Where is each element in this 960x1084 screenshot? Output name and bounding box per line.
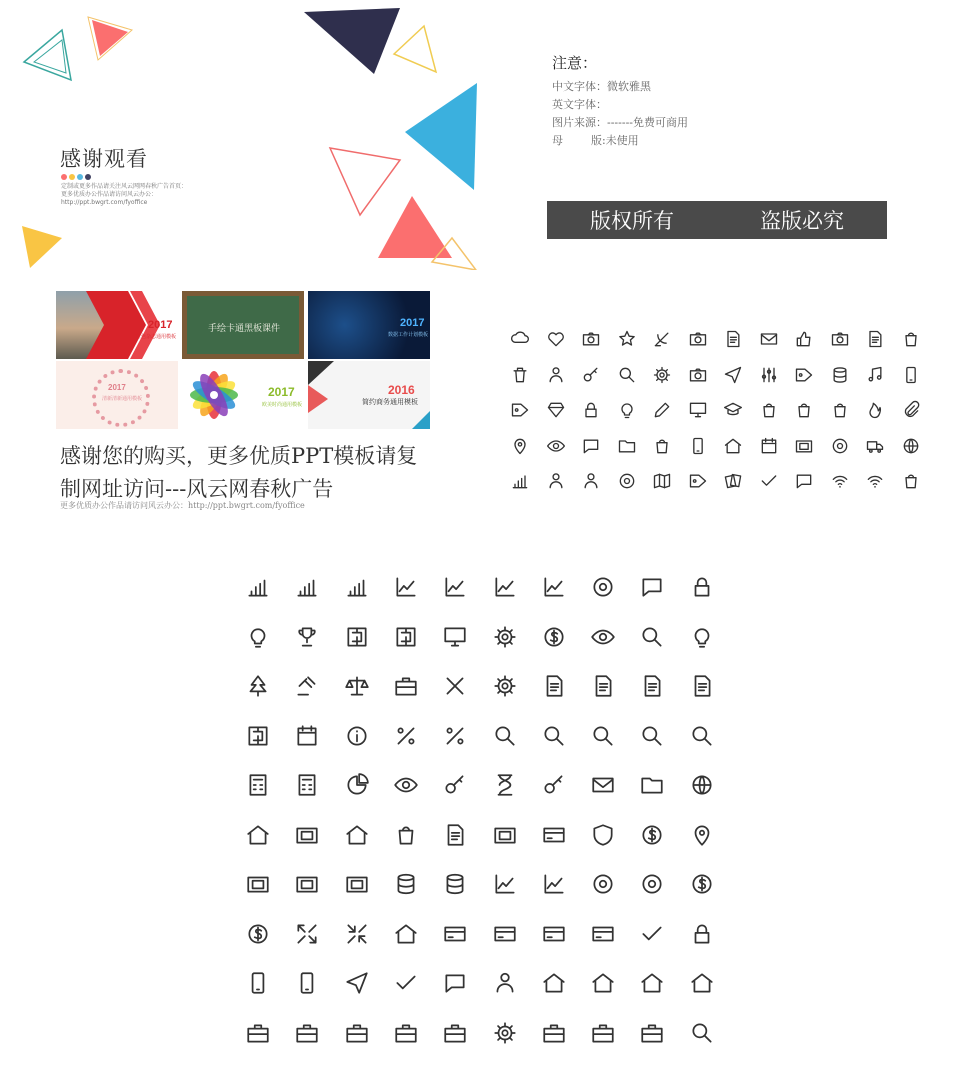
contract-pen-icon xyxy=(689,673,715,699)
chat-chart-icon xyxy=(639,574,665,600)
thumbnail-subtitle: 红色杂志通用模板 xyxy=(136,334,177,340)
slide-line-1: 定制或更多作品请关注风云网网春秋广告首页： xyxy=(61,183,188,190)
star-icon xyxy=(617,329,637,349)
bowl-icon xyxy=(794,400,814,420)
dot-1 xyxy=(61,174,67,180)
inbox-icon xyxy=(617,436,637,456)
info-icon xyxy=(344,723,370,749)
gavel-icon xyxy=(294,673,320,699)
house-question-icon xyxy=(590,970,616,996)
globe-document-icon xyxy=(689,772,715,798)
cloud-icon xyxy=(510,329,530,349)
cd-icon xyxy=(830,436,850,456)
circle-arrows-icon xyxy=(590,574,616,600)
dollar-bulb-icon xyxy=(245,624,271,650)
bar-chart-icon xyxy=(245,574,271,600)
dollar-cycle-icon xyxy=(639,871,665,897)
shopping-bags-icon xyxy=(901,471,921,491)
slide-text xyxy=(61,183,211,207)
fire-icon xyxy=(865,400,885,420)
broadcast-icon xyxy=(865,471,885,491)
thanks-message: 感谢您的购买，更多优质PPT模板请复制网址访问---风云网春秋广告 xyxy=(60,444,418,501)
credit-card-lock-icon xyxy=(689,921,715,947)
map-pin-icon xyxy=(510,436,530,456)
atm-machine-icon xyxy=(344,871,370,897)
multi-line-chart-icon xyxy=(541,574,567,600)
safe-icon xyxy=(294,822,320,848)
truck-icon xyxy=(865,436,885,456)
decline-chart-icon xyxy=(541,871,567,897)
thumbnail-subtitle: 简约商务通用模板 xyxy=(362,398,418,406)
dollar-house-icon xyxy=(541,970,567,996)
thumbnail-year: 2017 xyxy=(400,317,425,329)
lock-icon xyxy=(581,400,601,420)
investor-icon xyxy=(492,970,518,996)
woman-icon xyxy=(581,471,601,491)
dollar-calendar-icon xyxy=(294,723,320,749)
navy-triangle xyxy=(304,8,400,74)
transfer-icon xyxy=(344,970,370,996)
hourglass-dollar-icon xyxy=(492,772,518,798)
calculator-icon xyxy=(245,772,271,798)
trash-icon xyxy=(510,365,530,385)
presentation-board-icon xyxy=(442,624,468,650)
briefcase-pen-icon xyxy=(393,1020,419,1046)
copyright-banner xyxy=(547,201,887,239)
area-chart-down-icon xyxy=(442,574,468,600)
thumbnail-year: 2017 xyxy=(268,385,295,399)
photo-icon xyxy=(581,329,601,349)
global-briefcase-icon xyxy=(245,1020,271,1046)
cash-register-icon xyxy=(294,871,320,897)
coins-up-icon xyxy=(393,871,419,897)
house-growth-icon xyxy=(639,970,665,996)
dollar-key-icon xyxy=(541,772,567,798)
atm-dollar-icon xyxy=(492,822,518,848)
thumbnail-subtitle: 数据工作计划模板 xyxy=(388,332,429,338)
pie-clock-chart-icon xyxy=(689,574,715,600)
report-chart-icon xyxy=(639,673,665,699)
fast-money-icon xyxy=(689,871,715,897)
map-icon xyxy=(652,471,672,491)
blue-triangle xyxy=(405,83,477,190)
line-chart-up-icon xyxy=(393,574,419,600)
maze-icon xyxy=(344,624,370,650)
dollar-search-icon xyxy=(639,624,665,650)
curve-chart-icon xyxy=(492,574,518,600)
pie-chart-icon xyxy=(344,772,370,798)
newspaper-icon xyxy=(723,329,743,349)
slide-title: 感谢观看 xyxy=(60,147,148,171)
ticket-icon xyxy=(794,365,814,385)
cash-stack-icon xyxy=(245,871,271,897)
globe-gear-icon xyxy=(492,673,518,699)
key-icon xyxy=(442,772,468,798)
globe-icon xyxy=(901,436,921,456)
mobile-payment-icon xyxy=(245,970,271,996)
credit-card-add-icon xyxy=(492,921,518,947)
finance-icon-grid xyxy=(0,540,960,1084)
bank-icon xyxy=(245,822,271,848)
lightbulb-icon xyxy=(617,400,637,420)
zoom-in-icon xyxy=(541,723,567,749)
music-icon xyxy=(865,365,885,385)
thumbnail-year: 2016 xyxy=(388,383,415,397)
house-location-icon xyxy=(689,970,715,996)
megaphone-icon xyxy=(901,365,921,385)
envelope-chart-icon xyxy=(590,772,616,798)
search-icon xyxy=(492,723,518,749)
coffee-cup-icon xyxy=(652,436,672,456)
copyright-right: 盗版必究 xyxy=(760,209,844,233)
wallet-icon xyxy=(794,436,814,456)
notes-panel xyxy=(552,52,688,150)
store-icon xyxy=(723,436,743,456)
mobile-dollar-icon xyxy=(294,970,320,996)
global-money-icon xyxy=(639,822,665,848)
credit-card-check-icon xyxy=(639,921,665,947)
phone-icon xyxy=(688,436,708,456)
slide-line-2: 更多优质办公作品请访问风云办公： xyxy=(61,191,158,198)
yellow-triangle xyxy=(22,226,62,268)
bar-chart-minus-icon xyxy=(344,574,370,600)
dollar-target-icon xyxy=(541,624,567,650)
thumbnail-red-magazine[interactable] xyxy=(56,291,178,359)
key-icon xyxy=(581,365,601,385)
search-briefcase-icon xyxy=(689,1020,715,1046)
dollar-eye-icon xyxy=(590,624,616,650)
zoom-out-icon xyxy=(590,723,616,749)
blueprint-icon xyxy=(245,723,271,749)
bar-chart-add-icon xyxy=(294,574,320,600)
cards-icon xyxy=(723,471,743,491)
dollar-document-icon xyxy=(590,673,616,699)
paper-plane-icon xyxy=(723,365,743,385)
dollar-lightbulb-icon xyxy=(689,624,715,650)
thumbnail-floral[interactable] xyxy=(56,361,178,429)
jobs-search-icon xyxy=(639,723,665,749)
thumbnail-subtitle: 欧美时尚通用模板 xyxy=(262,402,303,408)
briefcase-icon xyxy=(393,673,419,699)
dollar-gear-icon xyxy=(492,624,518,650)
thumbs-up-icon xyxy=(794,329,814,349)
dollar-folder-icon xyxy=(639,772,665,798)
percent-icon xyxy=(393,723,419,749)
thumbnail-fashion[interactable] xyxy=(182,361,304,429)
thumbnail-year: 2017 xyxy=(108,383,126,392)
copyright-left: 版权所有 xyxy=(590,209,674,233)
money-bag-icon xyxy=(393,822,419,848)
wifi-icon xyxy=(830,471,850,491)
piggy-bank-icon xyxy=(344,822,370,848)
dollar-briefcase-icon xyxy=(442,1020,468,1046)
gear-icon xyxy=(652,365,672,385)
document-briefcase-icon xyxy=(590,1020,616,1046)
graduation-cap-icon xyxy=(723,400,743,420)
slide-line-3: http://ppt.bwgrt.com/fyoffice xyxy=(61,199,148,206)
time-briefcase-icon xyxy=(639,1020,665,1046)
credit-card-icon xyxy=(442,921,468,947)
satellite-dish-icon xyxy=(652,329,672,349)
briefcase-bars-icon xyxy=(344,1020,370,1046)
video-camera-icon xyxy=(688,329,708,349)
dollar-chat-icon xyxy=(442,970,468,996)
briefcase-chart-icon xyxy=(294,1020,320,1046)
sliders-icon xyxy=(759,365,779,385)
note-chinese-font: 中文字体：微软雅黑 xyxy=(552,80,651,93)
price-tag-icon xyxy=(688,471,708,491)
decorative-triangles xyxy=(0,0,480,270)
dollar-refresh-icon xyxy=(590,871,616,897)
search-icon xyxy=(617,365,637,385)
document-icon xyxy=(865,329,885,349)
thank-you-slide xyxy=(0,0,480,270)
man-icon xyxy=(546,471,566,491)
trophy-icon xyxy=(294,624,320,650)
monitor-icon xyxy=(688,400,708,420)
dot-3 xyxy=(77,174,83,180)
tools-icon xyxy=(442,673,468,699)
calendar-icon xyxy=(759,436,779,456)
coral-triangle xyxy=(378,196,452,258)
dot-4 xyxy=(85,174,91,180)
search-growth-icon xyxy=(689,723,715,749)
note-english-font: 英文字体： xyxy=(552,98,607,111)
math-operations-icon xyxy=(294,772,320,798)
paperclip-icon xyxy=(901,400,921,420)
note-image-source: 图片来源：-------免费可商用 xyxy=(552,116,689,129)
thanks-url: 更多优质办公作品请访问风云办公：http://ppt.bwgrt.com/fyoffice xyxy=(60,501,305,510)
growth-chart-icon xyxy=(492,871,518,897)
credit-card-minus-icon xyxy=(541,921,567,947)
dollar-location-icon xyxy=(689,822,715,848)
note-master: 母 版:未使用 xyxy=(552,134,639,147)
notes-title: 注意： xyxy=(552,54,598,72)
camera-icon xyxy=(688,365,708,385)
thumbnail-chalkboard[interactable] xyxy=(182,291,304,359)
banknote-icon xyxy=(393,921,419,947)
lifebuoy-icon xyxy=(617,471,637,491)
picture-icon xyxy=(830,329,850,349)
eye-icon xyxy=(546,436,566,456)
pencil-icon xyxy=(652,400,672,420)
chat-bubbles-icon xyxy=(794,471,814,491)
check-icon xyxy=(759,471,779,491)
dollar-shield-icon xyxy=(590,822,616,848)
dot-2 xyxy=(69,174,75,180)
thumbnail-subtitle: 手绘卡通黑板课件 xyxy=(208,324,281,334)
balance-scale-icon xyxy=(344,673,370,699)
tag-icon xyxy=(510,400,530,420)
signal-bars-icon xyxy=(510,471,530,491)
diamond-icon xyxy=(546,400,566,420)
chat-bubble-icon xyxy=(581,436,601,456)
growing-tree-icon xyxy=(245,673,271,699)
atm-card-icon xyxy=(541,822,567,848)
coins-down-icon xyxy=(442,871,468,897)
clipboard-icon xyxy=(541,673,567,699)
puzzle-icon xyxy=(393,624,419,650)
watch-icon xyxy=(901,329,921,349)
mobile-check-icon xyxy=(393,970,419,996)
thumbnail-year: 2017 xyxy=(148,319,173,331)
gear-briefcase-icon xyxy=(492,1020,518,1046)
envelope-icon xyxy=(759,329,779,349)
thumbnail-subtitle: 清新清新通用模板 xyxy=(102,396,143,402)
percent-arrows-icon xyxy=(442,723,468,749)
thumbnail-data-plan[interactable] xyxy=(308,291,430,359)
heart-icon xyxy=(546,329,566,349)
currency-exchange-icon xyxy=(245,921,271,947)
eye-icon xyxy=(393,772,419,798)
user-icon xyxy=(546,365,566,385)
upload-briefcase-icon xyxy=(541,1020,567,1046)
sign-document-icon xyxy=(442,822,468,848)
collapse-icon xyxy=(344,921,370,947)
tshirt-icon xyxy=(830,400,850,420)
database-icon xyxy=(830,365,850,385)
yellow-outline-triangle xyxy=(394,26,436,72)
pizza-icon xyxy=(759,400,779,420)
red-outline-triangle xyxy=(330,148,400,215)
credit-card-remove-icon xyxy=(590,921,616,947)
expand-icon xyxy=(294,921,320,947)
thumbnail-business[interactable] xyxy=(308,361,430,429)
